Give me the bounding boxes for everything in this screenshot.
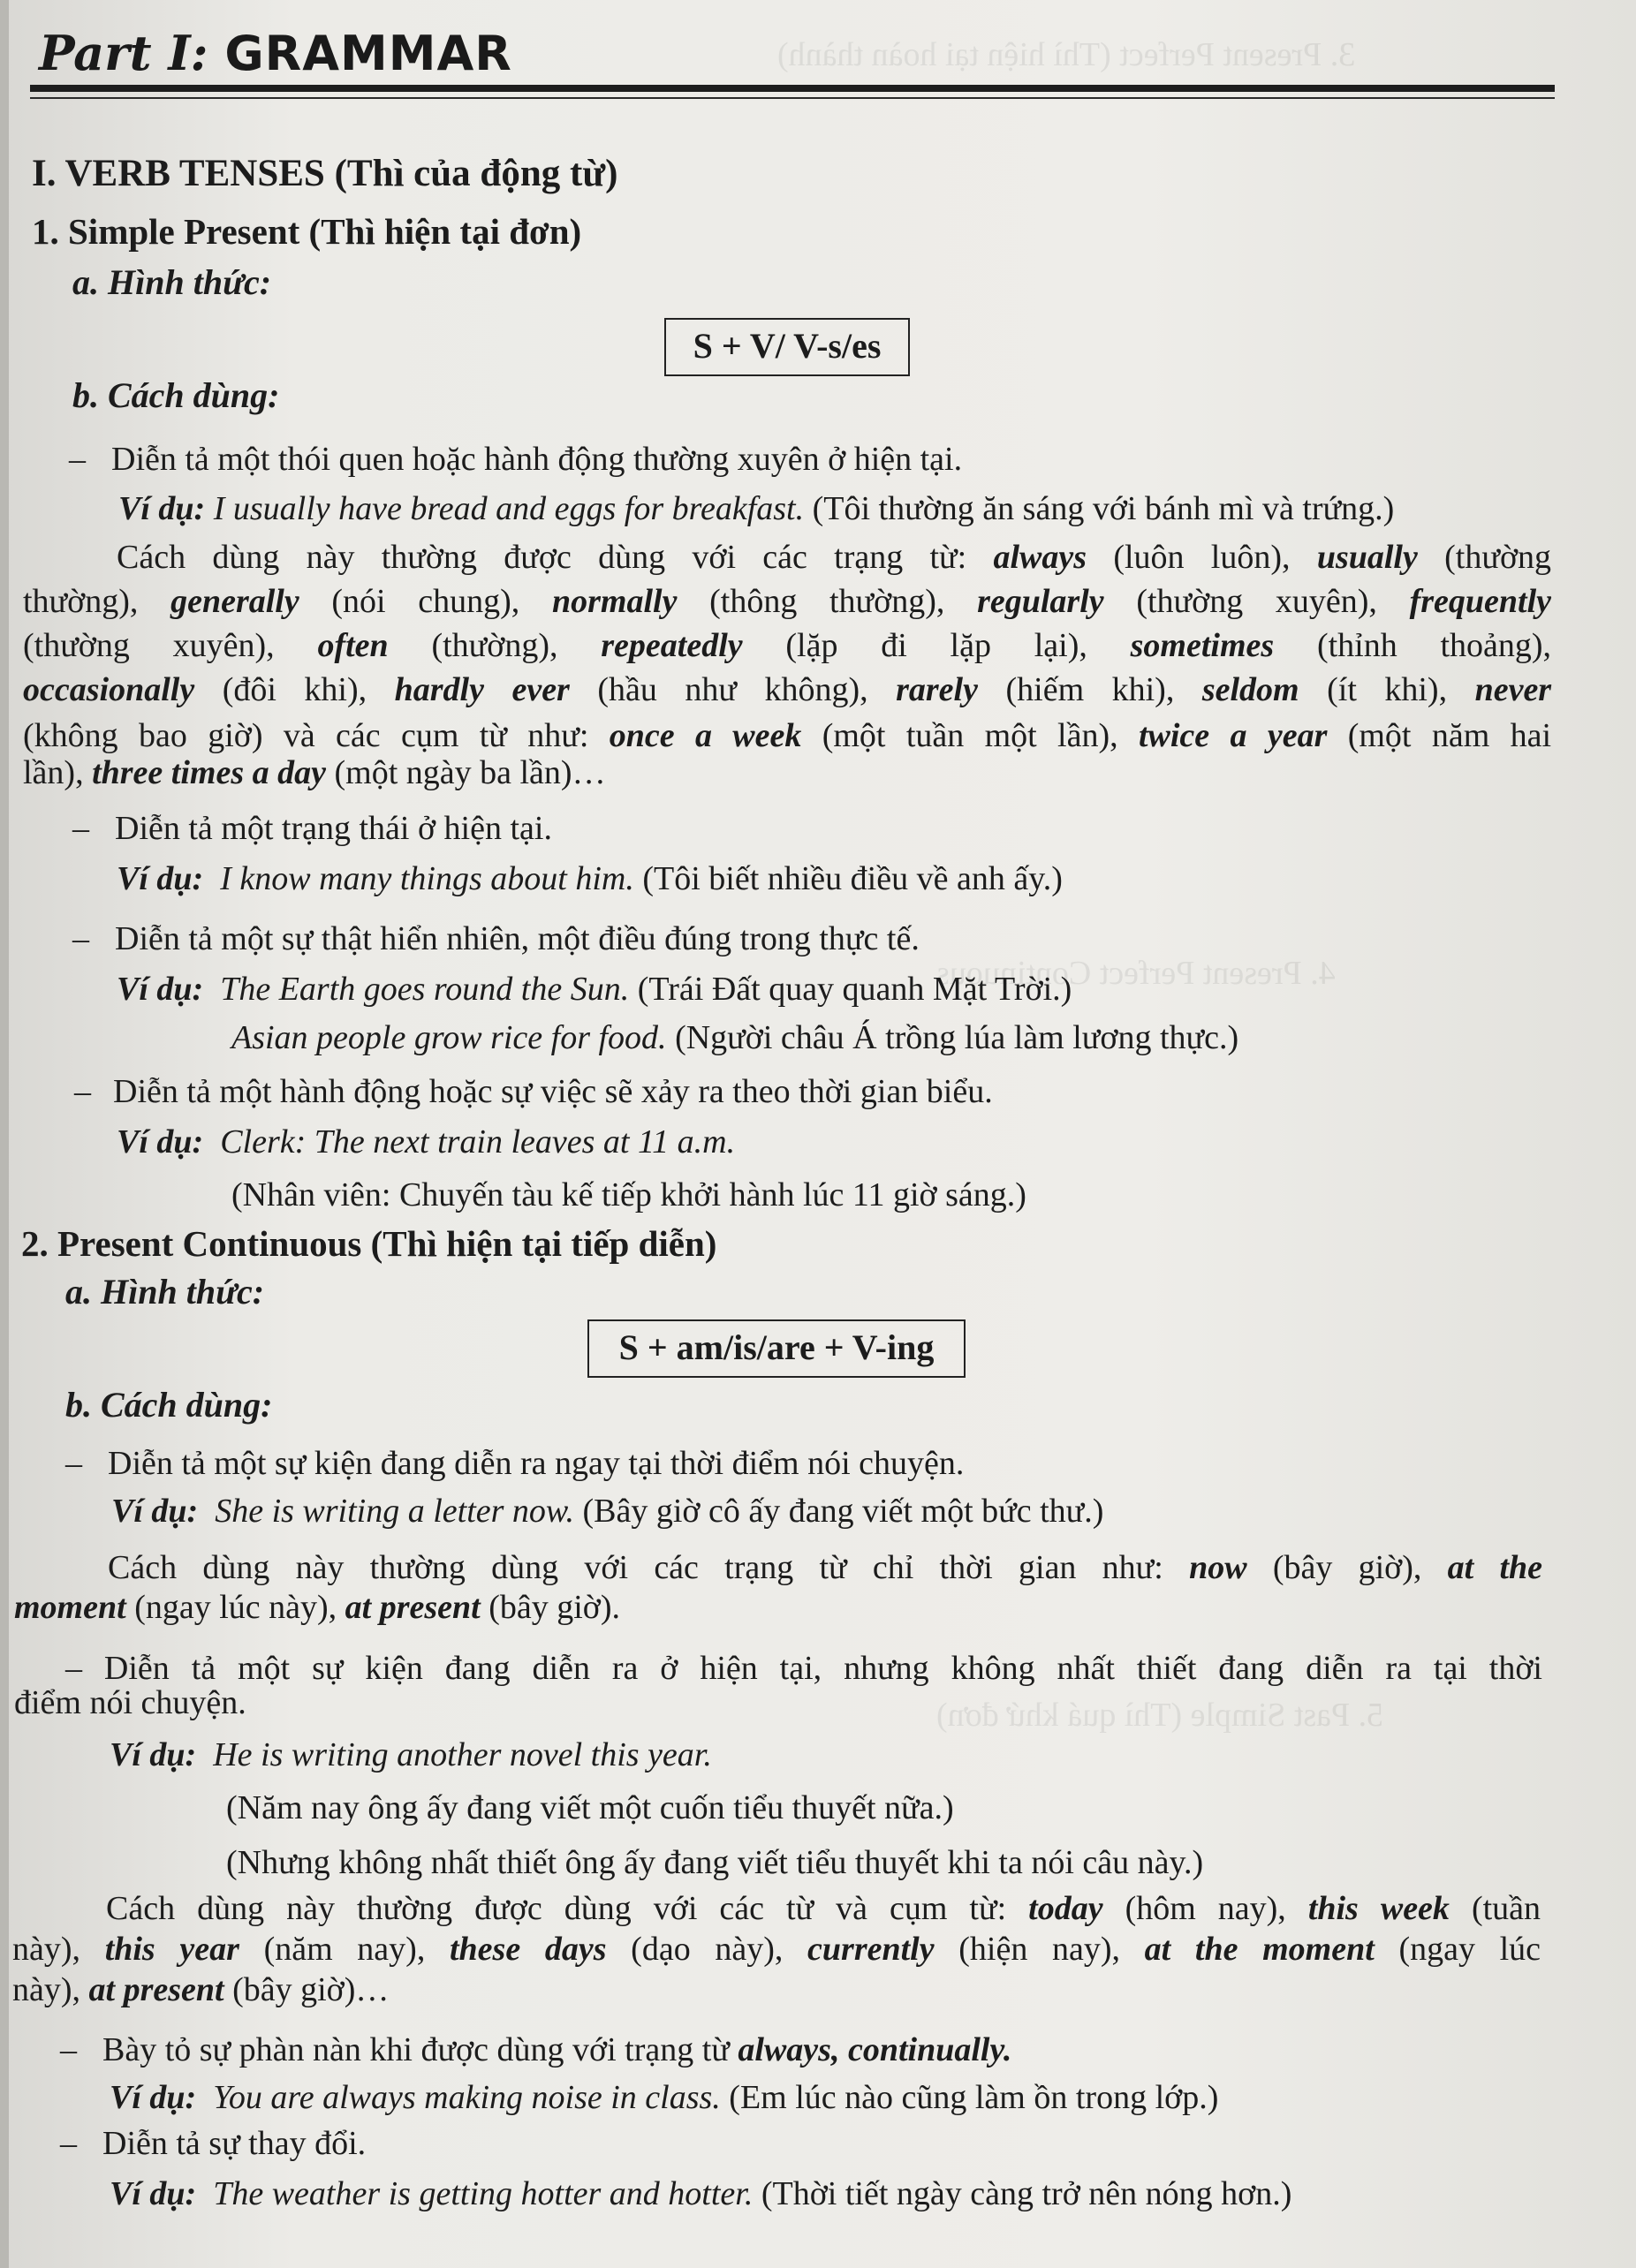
part-heading bbox=[39, 25, 512, 81]
pc-usage-1-example: Ví dụ: She is writing a letter now. (Bây giờ cô ấy đang viết một bức thư.) bbox=[111, 1493, 1104, 1530]
present-continuous-form-label: a. Hình thức: bbox=[65, 1272, 265, 1312]
bleed-through-text: 3. Present Perfect (Thì hiện tại hoàn thành) bbox=[777, 36, 1356, 73]
present-continuous-formula: S + am/is/are + V-ing bbox=[587, 1319, 966, 1378]
simple-present-title: 1. Simple Present (Thì hiện tại đơn) bbox=[32, 211, 582, 252]
sp-adverbs-line-6: lần), three times a day (một ngày ba lần)… bbox=[23, 754, 606, 791]
present-continuous-usage-label: b. Cách dùng: bbox=[65, 1385, 273, 1425]
pc-adverbs-line-2: moment (ngay lúc này), at present (bây giờ). bbox=[14, 1589, 621, 1626]
pc-usage-4-example: Ví dụ: The weather is getting hotter and hotter. (Thời tiết ngày càng trở nên nóng hơn.) bbox=[110, 2175, 1292, 2212]
page-binding-edge bbox=[0, 0, 9, 2268]
sp-usage-1-example: Ví dụ: I usually have bread and eggs for breakfast. (Tôi thường ăn sáng với bánh mì và trứng.) bbox=[118, 490, 1395, 527]
pc-adverbs-line-1: Cách dùng này thường dùng với các trạng từ chỉ thời gian như: now (bây giờ), at the bbox=[108, 1549, 1543, 1586]
pc-words-line-2: này), this year (năm nay), these days (dạo này), currently (hiện nay), at the moment (ngay lúc bbox=[12, 1931, 1541, 1968]
bleed-through-text: 4. Present Perfect Continuous bbox=[936, 955, 1336, 992]
part-title: GRAMMAR bbox=[224, 26, 512, 81]
present-continuous-title: 2. Present Continuous (Thì hiện tại tiếp diễn) bbox=[21, 1223, 717, 1264]
sp-usage-2: – Diễn tả một trạng thái ở hiện tại. bbox=[72, 810, 552, 847]
sp-adverbs-line-5: (không bao giờ) và các cụm từ như: once a week (một tuần một lần), twice a year (một năm hai bbox=[23, 717, 1552, 754]
sp-usage-2-example: Ví dụ: I know many things about him. (Tôi biết nhiều điều về anh ấy.) bbox=[117, 860, 1063, 897]
sp-adverbs-line-3: (thường xuyên), often (thường), repeatedly (lặp đi lặp lại), sometimes (thỉnh thoảng), bbox=[23, 627, 1552, 664]
sp-usage-1: – Diễn tả một thói quen hoặc hành động thường xuyên ở hiện tại. bbox=[69, 441, 963, 478]
simple-present-form-label: a. Hình thức: bbox=[72, 262, 272, 302]
section-title: I. VERB TENSES (Thì của động từ) bbox=[32, 153, 618, 194]
header-rule-thick bbox=[30, 85, 1555, 92]
bleed-through-text: 5. Past Simple (Thì quá khứ đơn) bbox=[936, 1697, 1384, 1734]
pc-usage-2: – Diễn tả một sự kiện đang diễn ra ở hiện tại, nhưng không nhất thiết đang diễn ra tại thời bbox=[65, 1650, 1542, 1687]
sp-usage-4-example: Ví dụ: Clerk: The next train leaves at 11 a.m. bbox=[117, 1123, 736, 1160]
pc-usage-3: – Bày tỏ sự phàn nàn khi được dùng với trạng từ always, continually. bbox=[60, 2031, 1012, 2068]
pc-usage-3-example: Ví dụ: You are always making noise in class. (Em lúc nào cũng làm ồn trong lớp.) bbox=[110, 2079, 1219, 2116]
sp-usage-3-example: Ví dụ: The Earth goes round the Sun. (Trái Đất quay quanh Mặt Trời.) bbox=[117, 971, 1072, 1008]
sp-usage-3: – Diễn tả một sự thật hiển nhiên, một điều đúng trong thực tế. bbox=[72, 920, 920, 957]
pc-usage-2-translation-1: (Năm nay ông ấy đang viết một cuốn tiểu thuyết nữa.) bbox=[226, 1789, 954, 1826]
pc-usage-4: – Diễn tả sự thay đổi. bbox=[60, 2125, 367, 2162]
sp-adverbs-line-1: Cách dùng này thường được dùng với các trạng từ: always (luôn luôn), usually (thường bbox=[117, 539, 1552, 576]
simple-present-usage-label: b. Cách dùng: bbox=[72, 375, 280, 415]
pc-words-line-3: này), at present (bây giờ)… bbox=[12, 1971, 390, 2008]
simple-present-formula: S + V/ V-s/es bbox=[664, 318, 910, 376]
sp-adverbs-line-4: occasionally (đôi khi), hardly ever (hầu như không), rarely (hiếm khi), seldom (ít khi), never bbox=[23, 671, 1552, 708]
pc-usage-2-translation-2: (Nhưng không nhất thiết ông ấy đang viết tiểu thuyết khi ta nói câu này.) bbox=[226, 1844, 1204, 1881]
header-rule-thin bbox=[30, 97, 1555, 99]
sp-usage-4: – Diễn tả một hành động hoặc sự việc sẽ xảy ra theo thời gian biểu. bbox=[74, 1073, 993, 1110]
part-label: Part I: bbox=[39, 25, 208, 81]
pc-usage-2-cont: điểm nói chuyện. bbox=[14, 1684, 246, 1721]
pc-usage-2-example: Ví dụ: He is writing another novel this year. bbox=[110, 1736, 712, 1773]
sp-usage-3-example-2: Asian people grow rice for food. (Người châu Á trồng lúa làm lương thực.) bbox=[231, 1019, 1239, 1056]
pc-usage-1: – Diễn tả một sự kiện đang diễn ra ngay tại thời điểm nói chuyện. bbox=[65, 1445, 965, 1482]
part-header bbox=[30, 9, 1555, 93]
sp-adverbs-line-2: thường), generally (nói chung), normally (thông thường), regularly (thường xuyên), frequently bbox=[23, 583, 1552, 620]
pc-words-line-1: Cách dùng này thường được dùng với các từ và cụm từ: today (hôm nay), this week (tuần bbox=[106, 1890, 1541, 1927]
sp-usage-4-translation: (Nhân viên: Chuyến tàu kế tiếp khởi hành lúc 11 giờ sáng.) bbox=[231, 1176, 1026, 1213]
